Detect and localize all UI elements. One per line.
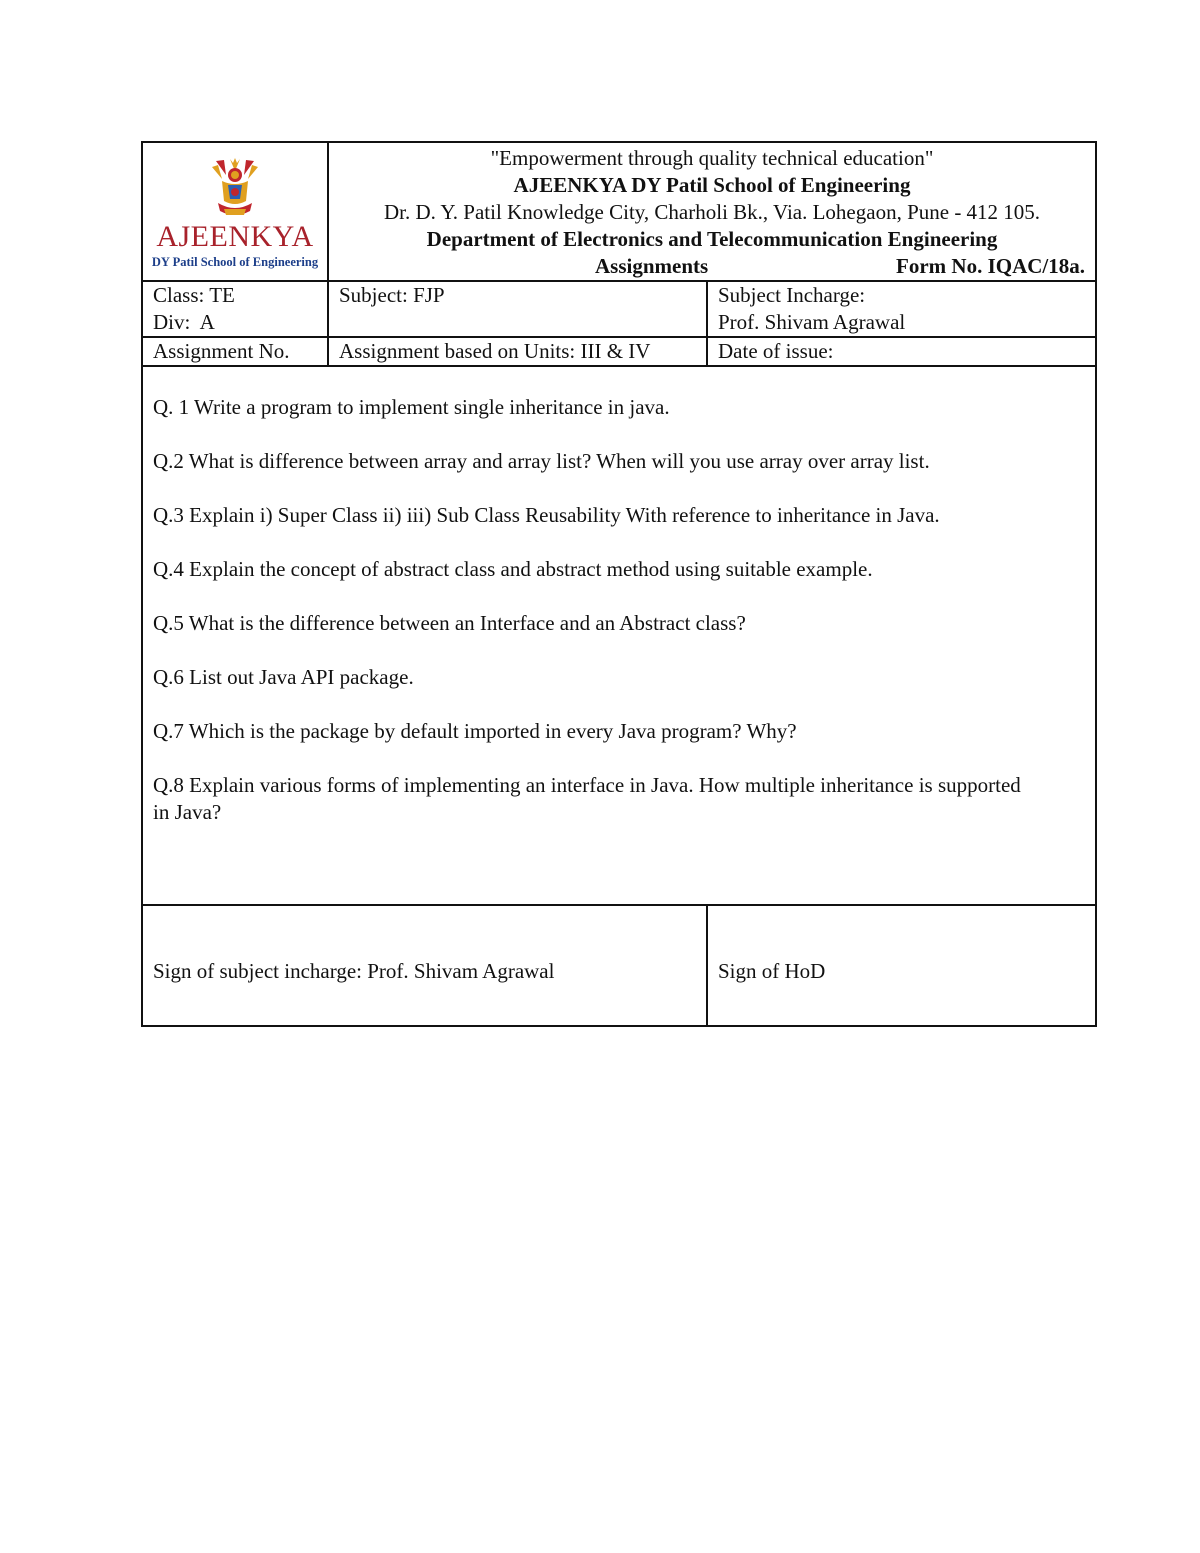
questions-cell [142,366,1096,905]
hod-signature-cell [707,905,1096,1026]
assignment-form-table [141,141,1097,1027]
incharge-label: Subject Incharge: [718,283,866,307]
question-item: Q.5 What is the difference between an Interface and an Abstract class? [153,611,746,635]
incharge-cell [707,281,1096,337]
question-item: Q.2 What is difference between array and array list? When will you use array over array list. [153,449,930,473]
assignment-no-label: Assignment No. [153,339,290,363]
incharge-name: Prof. Shivam Agrawal [718,310,906,334]
question-item: Q.6 List out Java API package. [153,665,414,689]
logo-wordmark: AJEENKYA [156,220,314,253]
header-row [142,142,1096,281]
subject-label: Subject: FJP [339,283,445,307]
institute-logo [143,153,327,270]
question-item: Q.3 Explain i) Super Class ii) iii) Sub Class Reusability With reference to inheritance in Java. [153,503,940,527]
div-label: Div: A [153,310,215,334]
assignment-sheet [141,141,1095,1027]
units-label: Assignment based on Units: III & IV [339,339,651,363]
doc-type-row [339,253,1085,280]
form-number: Form No. IQAC/18a. [896,254,1086,278]
logo-cell [142,142,328,281]
subject-cell [328,281,707,337]
institute-address: Dr. D. Y. Patil Knowledge City, Charholi Bk., Via. Lohegaon, Pune - 412 105. [383,200,1041,224]
info-row [142,281,1096,337]
class-div-cell [142,281,328,337]
incharge-signature-label: Sign of subject incharge: Prof. Shivam Agrawal [153,959,555,983]
hod-signature-label: Sign of HoD [718,959,826,983]
assignment-no-cell [142,337,328,366]
question-item: Q.7 Which is the package by default imported in every Java program? Why? [153,719,797,743]
date-cell [707,337,1096,366]
questions-row [142,366,1096,905]
question-item: Q. 1 Write a program to implement single inheritance in java. [153,395,670,419]
question-item: Q.4 Explain the concept of abstract class and abstract method using suitable example. [153,557,873,581]
institute-name: AJEENKYA DY Patil School of Engineering [513,173,911,197]
logo-subtitle: DY Patil School of Engineering [151,255,319,269]
signature-row [142,905,1096,1026]
department-name: Department of Electronics and Telecommunication Engineering [426,227,998,251]
institute-header [328,142,1096,281]
date-of-issue-label: Date of issue: [718,339,834,363]
doc-type: Assignments [595,254,709,278]
assignment-row [142,337,1096,366]
incharge-signature-cell [142,905,707,1026]
class-label: Class: TE [153,283,235,307]
emblem-icon [206,157,264,219]
units-cell [328,337,707,366]
institute-motto: "Empowerment through quality technical education" [490,146,934,170]
question-item: Q.8 Explain various forms of implementing an interface in Java. How multiple inheritance is supported in Java? [153,773,1021,824]
